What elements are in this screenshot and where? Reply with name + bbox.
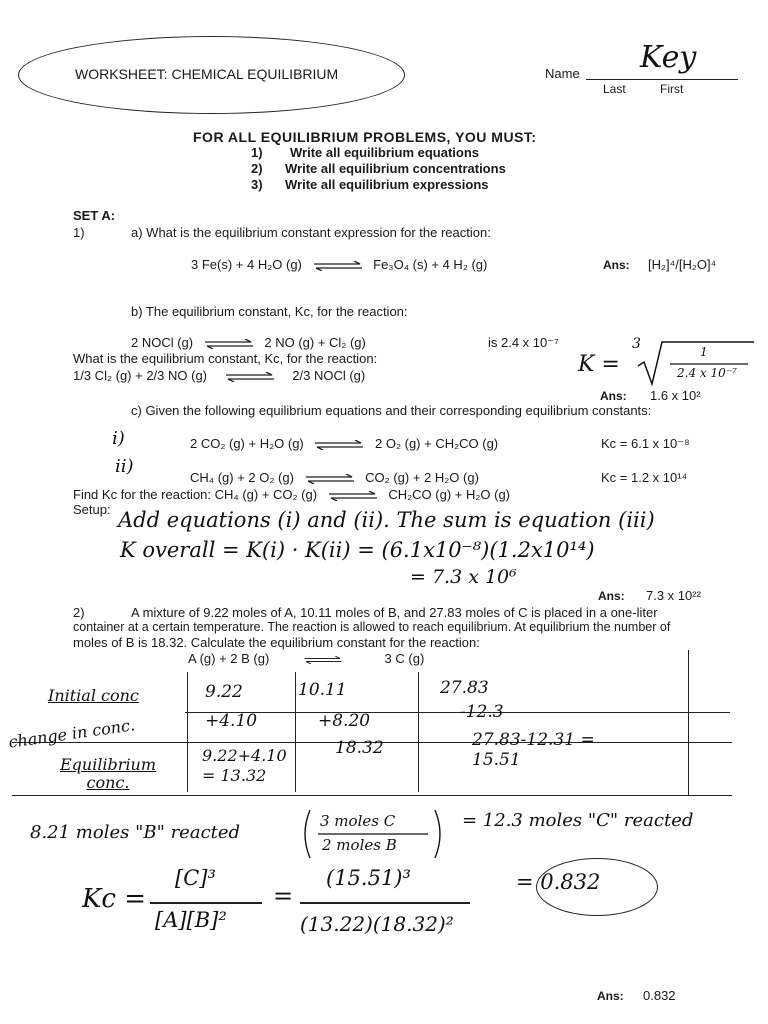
instructions-heading: FOR ALL EQUILIBRIUM PROBLEMS, YOU MUST: bbox=[193, 129, 537, 145]
q1b-products2: 2/3 NOCl (g) bbox=[292, 368, 366, 383]
equilibrium-arrow-icon bbox=[327, 491, 379, 501]
q1a-reactants: 3 Fe(s) + 4 H₂O (g) bbox=[191, 257, 302, 272]
equilibrium-arrow-icon bbox=[304, 474, 356, 484]
q1a-ans-label: Ans: bbox=[603, 258, 630, 272]
instruction-num-2: 2) bbox=[251, 161, 263, 176]
ice-cell-c-initial: 27.83 bbox=[440, 678, 489, 698]
ice-cell-b-equilibrium: 18.32 bbox=[335, 738, 384, 758]
q2-stoich-num: 3 moles C bbox=[320, 812, 396, 830]
q1b-products: 2 NO (g) + Cl₂ (g) bbox=[264, 335, 366, 350]
q1b-reactants2: 1/3 Cl₂ (g) + 2/3 NO (g) bbox=[73, 368, 208, 383]
equilibrium-arrow-icon bbox=[312, 261, 364, 271]
q1b-reaction2 bbox=[73, 368, 365, 383]
name-value: Key bbox=[640, 40, 697, 75]
ice-row-label-equilibrium: Equilibrium conc. bbox=[59, 755, 157, 792]
last-label: Last bbox=[603, 82, 626, 96]
hand-root-index: 3 bbox=[632, 336, 641, 352]
q2-kc-den2: (13.22)(18.32)² bbox=[300, 912, 454, 936]
q1c-ans-value: 7.3 x 10²² bbox=[646, 588, 701, 603]
q2-kc-den: [A][B]² bbox=[155, 908, 227, 932]
q1c-find-reactants: Find Kc for the reaction: CH₄ (g) + CO₂ (g) bbox=[73, 487, 318, 502]
ice-row-label-change: change in conc. bbox=[7, 715, 137, 752]
q1b-reaction bbox=[131, 335, 366, 350]
q2-stoich-fraction bbox=[300, 808, 445, 860]
q1c-find bbox=[73, 487, 510, 502]
equilibrium-arrow-icon bbox=[313, 440, 365, 450]
name-line bbox=[586, 79, 738, 80]
q2-kc-fraction-bar2 bbox=[300, 902, 470, 904]
q1c-hand-line2: K overall = K(i) · K(ii) = (6.1x10⁻⁸)(1.2x10¹⁴) bbox=[120, 538, 595, 562]
ice-cell-c-change: -12.3 bbox=[460, 702, 504, 722]
q1c-eq1-label: i) bbox=[112, 428, 125, 449]
q1c-ans-label: Ans: bbox=[598, 589, 625, 603]
q1c-eq1-reactants: 2 CO₂ (g) + H₂O (g) bbox=[190, 436, 304, 451]
q1b-prompt: b) The equilibrium constant, Kc, for the reaction: bbox=[131, 304, 408, 319]
q2-kc-num: [C]³ bbox=[175, 866, 216, 890]
instruction-text-2: Write all equilibrium concentrations bbox=[285, 161, 506, 176]
q1b-ans-label: Ans: bbox=[600, 389, 627, 403]
q2-reaction-left: A (g) + 2 B (g) bbox=[188, 651, 270, 666]
q1c-eq1-k: Kc = 6.1 x 10⁻⁸ bbox=[601, 436, 690, 451]
q1b-ans-value: 1.6 x 10² bbox=[650, 388, 701, 403]
hand-root-den: 2.4 x 10⁻⁷ bbox=[677, 366, 737, 380]
equilibrium-arrow-icon bbox=[203, 339, 255, 349]
q1c-hand-line1: Add equations (i) and (ii). The sum is equation (iii) bbox=[118, 508, 655, 532]
ice-cell-b-change: +8.20 bbox=[318, 711, 371, 731]
hand-root-num: 1 bbox=[700, 345, 708, 359]
instruction-text-3: Write all equilibrium expressions bbox=[285, 177, 489, 192]
ice-cell-a-initial: 9.22 bbox=[205, 682, 243, 702]
q1c-eq2 bbox=[190, 470, 479, 485]
q1c-eq1-products: 2 O₂ (g) + CH₂CO (g) bbox=[375, 436, 499, 451]
q1a-ans-value: [H₂]⁴/[H₂O]⁴ bbox=[648, 257, 717, 272]
q2-reaction-right: 3 C (g) bbox=[384, 651, 425, 666]
q2-kc-label: Kc = bbox=[82, 884, 147, 914]
instruction-num-1: 1) bbox=[251, 145, 263, 160]
q2-text-line1: A mixture of 9.22 moles of A, 10.11 moles of B, and 27.83 moles of C is placed in a one-liter bbox=[131, 605, 658, 620]
q1c-find-products: CH₂CO (g) + H₂O (g) bbox=[388, 487, 511, 502]
q2-text-line2: container at a certain temperature. The reaction is allowed to reach equilibrium. At equilibrium the number of bbox=[73, 620, 671, 634]
q2-ans-label: Ans: bbox=[597, 989, 624, 1003]
instruction-num-3: 3) bbox=[251, 177, 263, 192]
q1b-reactants: 2 NOCl (g) bbox=[131, 335, 194, 350]
q2-ans-value: 0.832 bbox=[643, 988, 676, 1003]
q1c-prompt: c) Given the following equilibrium equations and their corresponding equilibrium constants: bbox=[131, 403, 652, 418]
q2-stoich-right: = 12.3 moles "C" reacted bbox=[462, 810, 694, 831]
q1c-setup: Setup: bbox=[73, 502, 111, 517]
q2-reaction bbox=[188, 651, 424, 666]
q2-stoich-den: 2 moles B bbox=[322, 836, 397, 854]
instruction-text-1: Write all equilibrium equations bbox=[290, 145, 480, 160]
ice-cell-c-equilibrium: 27.83-12.31 = 15.51 bbox=[472, 730, 595, 770]
q1c-eq2-k: Kc = 1.2 x 10¹⁴ bbox=[601, 470, 688, 485]
ice-cell-b-initial: 10.11 bbox=[298, 680, 347, 700]
q1c-eq1 bbox=[190, 436, 498, 451]
ice-cell-a-equilibrium: 9.22+4.10 = 13.32 bbox=[202, 746, 287, 785]
equilibrium-arrow-icon bbox=[303, 655, 343, 665]
q1c-hand-line3: = 7.3 x 10⁶ bbox=[410, 566, 517, 588]
equilibrium-arrow-icon bbox=[217, 372, 283, 382]
q1c-eq2-reactants: CH₄ (g) + 2 O₂ (g) bbox=[190, 470, 294, 485]
q2-text-line3: moles of B is 18.32. Calculate the equilibrium constant for the reaction: bbox=[73, 635, 480, 650]
q1b-question: What is the equilibrium constant, Kc, for the reaction: bbox=[73, 351, 378, 366]
q1c-eq2-products: CO₂ (g) + 2 H₂O (g) bbox=[365, 470, 479, 485]
q1a-prompt: a) What is the equilibrium constant expression for the reaction: bbox=[131, 225, 491, 240]
q1c-eq2-label: ii) bbox=[115, 456, 134, 477]
set-a-label: SET A: bbox=[73, 208, 116, 223]
q2-number: 2) bbox=[73, 605, 85, 620]
q2-kc-num2: (15.51)³ bbox=[326, 866, 411, 890]
q2-kc-result: = 0.832 bbox=[516, 870, 601, 894]
q1-number: 1) bbox=[73, 225, 85, 240]
first-label: First bbox=[660, 82, 684, 96]
q1a-reaction bbox=[191, 257, 487, 272]
q1b-is-value: is 2.4 x 10⁻⁷ bbox=[488, 335, 559, 350]
ice-row-label-initial: Initial conc bbox=[48, 686, 139, 705]
q2-stoich-left: 8.21 moles "B" reacted bbox=[30, 822, 241, 843]
hand-k-label: K = bbox=[578, 352, 620, 377]
q1a-products: Fe₃O₄ (s) + 4 H₂ (g) bbox=[373, 257, 488, 272]
ice-cell-a-change: +4.10 bbox=[205, 711, 258, 731]
q2-kc-equals: = bbox=[273, 882, 294, 910]
worksheet-title: WORKSHEET: CHEMICAL EQUILIBRIUM bbox=[75, 66, 339, 82]
q2-kc-fraction-bar bbox=[150, 902, 262, 904]
name-label: Name bbox=[545, 66, 580, 81]
